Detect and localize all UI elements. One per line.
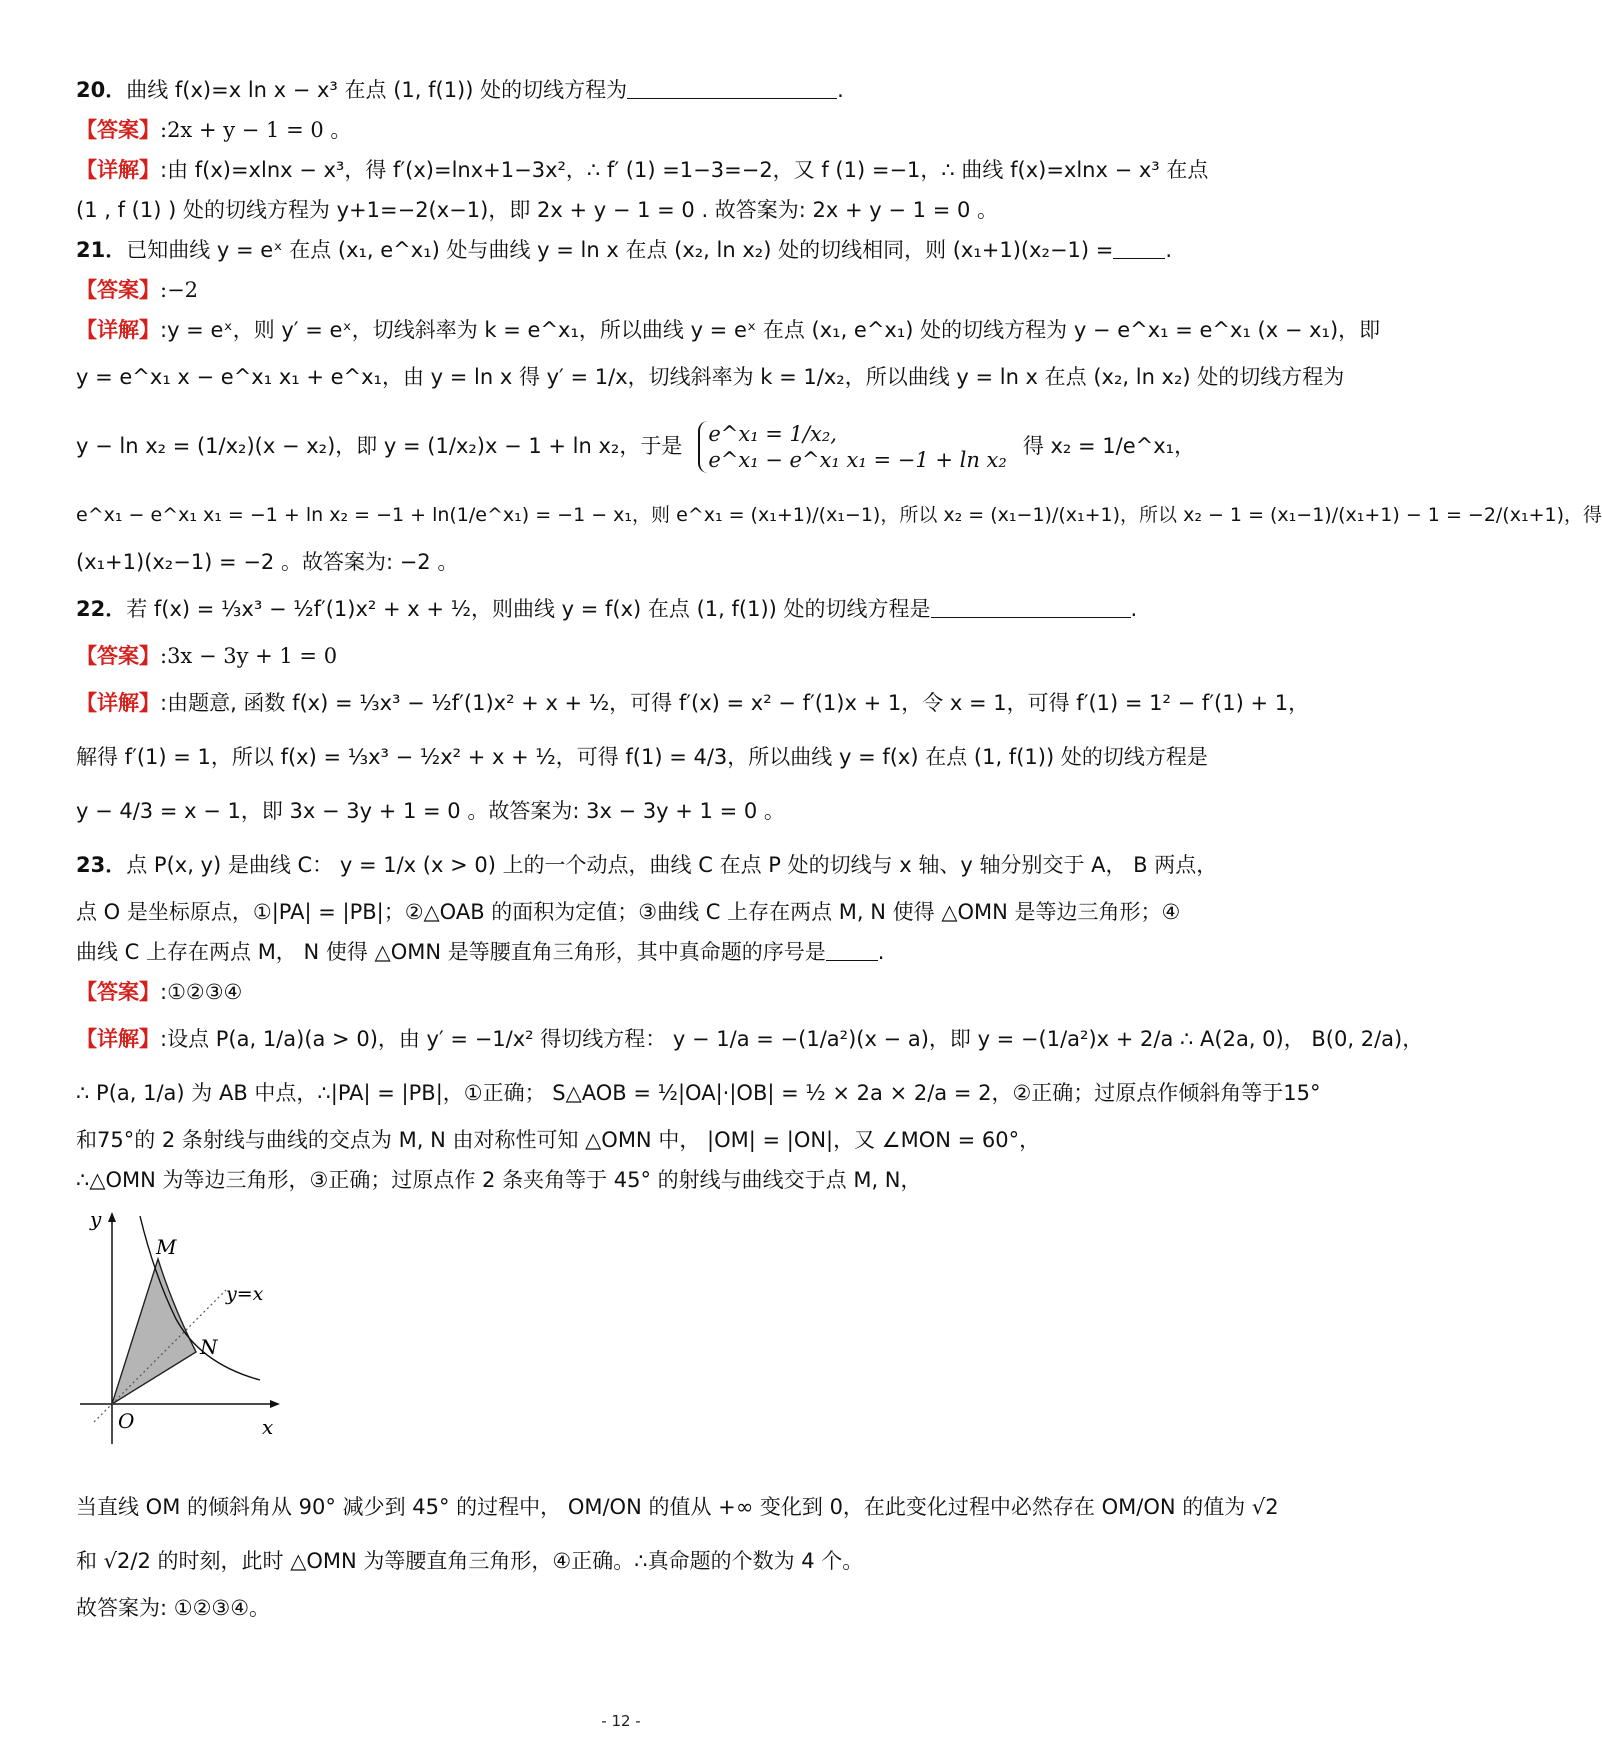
question-number: 23． xyxy=(76,853,127,877)
axis-label-x: x xyxy=(262,1415,274,1439)
answer-blank xyxy=(627,76,837,99)
detail-text: (x₁+1)(x₂−1) = −2 。故答案为: −2 。 xyxy=(76,550,459,574)
equation-1: e^x₁ = 1/x₂, xyxy=(708,422,837,446)
answer-blank xyxy=(931,595,1131,618)
question-text: 曲线 f(x)=x ln x − x³ 在点 (1, f(1)) 处的切线方程为 xyxy=(126,78,628,102)
detail-text: 和75°的 2 条射线与曲线的交点为 M, N 由对称性可知 △OMN 中， |OM| = |ON|，又 ∠MON = 60°， xyxy=(76,1128,1041,1152)
answer-text: :−2 xyxy=(160,278,199,302)
detail-text: 故答案为: ①②③④。 xyxy=(76,1596,271,1620)
question-23 xyxy=(76,838,1218,892)
figure-curve-triangle xyxy=(76,1204,1166,1474)
question-text: 若 f(x) = ⅓x³ − ½f′(1)x² + x + ½，则曲线 y = f(x) 在点 (1, f(1)) 处的切线方程是 xyxy=(126,597,931,621)
detail-22-line-3 xyxy=(76,784,1166,838)
detail-21-line-3 xyxy=(76,404,1196,488)
question-text: 点 P(x, y) 是曲线 C： y = 1/x (x > 0) 上的一个动点，曲线 C 在点 P 处的切线与 x 轴、y 轴分别交于 A， B 两点， xyxy=(126,853,1218,877)
question-text: 曲线 C 上存在两点 M， N 使得 △OMN 是等腰直角三角形，其中真命题的序号是 xyxy=(76,940,826,964)
detail-23-line-3 xyxy=(76,1120,1166,1160)
axis-label-y: y xyxy=(90,1207,102,1231)
question-23-line-2 xyxy=(76,892,1181,932)
detail-23-line-6 xyxy=(76,1534,1166,1588)
answer-text: :3x − 3y + 1 = 0 xyxy=(160,644,338,668)
detail-text: ∴△OMN 为等边三角形，③正确；过原点作 2 条夹角等于 45° 的射线与曲线交于点 M, N， xyxy=(76,1168,922,1192)
question-number: 21． xyxy=(76,238,127,262)
detail-text: 和 √2/2 的时刻，此时 △OMN 为等腰直角三角形，④正确。∴真命题的个数为 4 个。 xyxy=(76,1549,864,1573)
detail-text: y − ln x₂ = (1/x₂)(x − x₂)，即 y = (1/x₂)x − 1 + ln x₂，于是 xyxy=(76,434,683,458)
document-body xyxy=(76,70,1602,1628)
detail-23 xyxy=(76,1012,1424,1066)
detail-text: :设点 P(a, 1/a)(a > 0)，由 y′ = −1/x² 得切线方程： y − 1/a = −(1/a²)(x − a)，即 y = −(1/a²)x + 2/a ∴ A(2a, 0)， B(0, 2/a)， xyxy=(160,1027,1424,1051)
question-21: 21．已知曲线 y = eˣ 在点 (x₁, e^x₁) 处与曲线 y = ln x 在点 (x₂, ln x₂) 处的切线相同，则 (x₁+1)(x₂−1) = . xyxy=(76,238,1173,262)
detail-text: 当直线 OM 的倾斜角从 90° 减少到 45° 的过程中， OM/ON 的值从 +∞ 变化到 0，在此变化过程中必然存在 OM/ON 的值为 √2 xyxy=(76,1495,1279,1519)
detail-label: 【详解】 xyxy=(76,691,160,715)
detail-label: 【详解】 xyxy=(76,158,160,182)
label-line-y-equals-x: y=x xyxy=(226,1283,264,1305)
detail-text: ∴ P(a, 1/a) 为 AB 中点，∴|PA| = |PB|，①正确； S△AOB = ½|OA|·|OB| = ½ × 2a × 2/a = 2，②正确；过原点作倾斜角等于15° xyxy=(76,1081,1321,1105)
detail-23-line-5 xyxy=(76,1480,1279,1534)
question-22: 22．若 f(x) = ⅓x³ − ½f′(1)x² + x + ½，则曲线 y = f(x) 在点 (1, f(1)) 处的切线方程是 . xyxy=(76,597,1138,621)
answer-21 xyxy=(76,270,1166,310)
detail-label: 【详解】 xyxy=(76,1027,160,1051)
question-number: 22． xyxy=(76,597,127,621)
question-text: 点 O 是坐标原点，①|PA| = |PB|；②△OAB 的面积为定值；③曲线 C 上存在两点 M, N 使得 △OMN 是等边三角形；④ xyxy=(76,900,1181,924)
detail-23-line-4 xyxy=(76,1160,1166,1200)
detail-text: :由题意, 函数 f(x) = ⅓x³ − ½f′(1)x² + x + ½，可得 f′(x) = x² − f′(1)x + 1，令 x = 1，可得 f′(1) = 1² − f′(1) + 1， xyxy=(160,691,1310,715)
answer-23 xyxy=(76,972,1166,1012)
detail-text: (1 , f (1) ) 处的切线方程为 y+1=−2(x−1)，即 2x + y − 1 = 0 . 故答案为: 2x + y − 1 = 0 。 xyxy=(76,198,998,222)
detail-text: :y = eˣ，则 y′ = eˣ，切线斜率为 k = e^x₁，所以曲线 y = eˣ 在点 (x₁, e^x₁) 处的切线方程为 y − e^x₁ = e^x₁ (x − x₁)，即 xyxy=(160,318,1381,342)
detail-text: e^x₁ − e^x₁ x₁ = −1 + ln x₂ = −1 + ln(1/e^x₁) = −1 − x₁，则 e^x₁ = (x₁+1)/(x₁−1)，所以 x₂ = (x₁−1)/(x₁+1)，所以 x₂ − 1 = (x₁−1)/(x₁+1) − 1 = −2/(x₁+1)，得 xyxy=(76,504,1602,526)
detail-22-line-2 xyxy=(76,730,1208,784)
detail-text: y − 4/3 = x − 1，即 3x − 3y + 1 = 0 。故答案为: 3x − 3y + 1 = 0 。 xyxy=(76,799,785,823)
x-axis-arrow-icon xyxy=(270,1400,280,1408)
equation-system xyxy=(698,421,1006,473)
detail-21-line-5 xyxy=(76,542,1166,582)
detail-text: y = e^x₁ x − e^x₁ x₁ + e^x₁，由 y = ln x 得 y′ = 1/x，切线斜率为 k = 1/x₂，所以曲线 y = ln x 在点 (x₂, ln x₂) 处的切线方程为 xyxy=(76,365,1345,389)
answer-label: 【答案】 xyxy=(76,980,160,1004)
answer-20 xyxy=(76,110,1166,150)
label-origin: O xyxy=(118,1409,135,1433)
detail-label: 【详解】 xyxy=(76,318,160,342)
answer-label: 【答案】 xyxy=(76,644,160,668)
y-axis-arrow-icon xyxy=(108,1212,116,1222)
answer-text: :2x + y − 1 = 0 。 xyxy=(160,118,352,142)
answer-label: 【答案】 xyxy=(76,118,160,142)
question-23-line-3: 曲线 C 上存在两点 M， N 使得 △OMN 是等腰直角三角形，其中真命题的序号是 . xyxy=(76,940,885,964)
label-point-m: M xyxy=(156,1235,177,1259)
figure-svg xyxy=(76,1204,306,1464)
detail-23-line-7 xyxy=(76,1588,1166,1628)
answer-22 xyxy=(76,636,1166,676)
question-text: 已知曲线 y = eˣ 在点 (x₁, e^x₁) 处与曲线 y = ln x 在点 (x₂, ln x₂) 处的切线相同，则 (x₁+1)(x₂−1) = xyxy=(126,238,1114,262)
detail-22 xyxy=(76,676,1310,730)
answer-blank xyxy=(1113,236,1165,259)
answer-text: :①②③④ xyxy=(160,980,243,1004)
detail-text: 解得 f′(1) = 1，所以 f(x) = ⅓x³ − ½x² + x + ½，可得 f(1) = 4/3，所以曲线 y = f(x) 在点 (1, f(1)) 处的切线方程是 xyxy=(76,745,1208,769)
detail-21-line-4 xyxy=(76,488,1602,542)
detail-text: :由 f(x)=xlnx − x³，得 f′(x)=lnx+1−3x²，∴ f′ (1) =1−3=−2，又 f (1) =−1，∴ 曲线 f(x)=xlnx − x³ 在点 xyxy=(160,158,1209,182)
detail-20-line-2 xyxy=(76,190,1166,230)
detail-21-line-2 xyxy=(76,350,1345,404)
label-point-n: N xyxy=(200,1335,218,1359)
equation-2: e^x₁ − e^x₁ x₁ = −1 + ln x₂ xyxy=(708,448,1007,472)
detail-21 xyxy=(76,310,1381,350)
page-number: - 12 - xyxy=(601,1712,641,1730)
question-20: 20．曲线 f(x)=x ln x − x³ 在点 (1, f(1)) 处的切线方程为 . xyxy=(76,78,844,102)
detail-20 xyxy=(76,150,1209,190)
detail-23-line-2 xyxy=(76,1066,1321,1120)
detail-text: 得 x₂ = 1/e^x₁， xyxy=(1022,434,1196,458)
question-number: 20． xyxy=(76,78,127,102)
answer-label: 【答案】 xyxy=(76,278,160,302)
answer-blank xyxy=(826,938,878,961)
